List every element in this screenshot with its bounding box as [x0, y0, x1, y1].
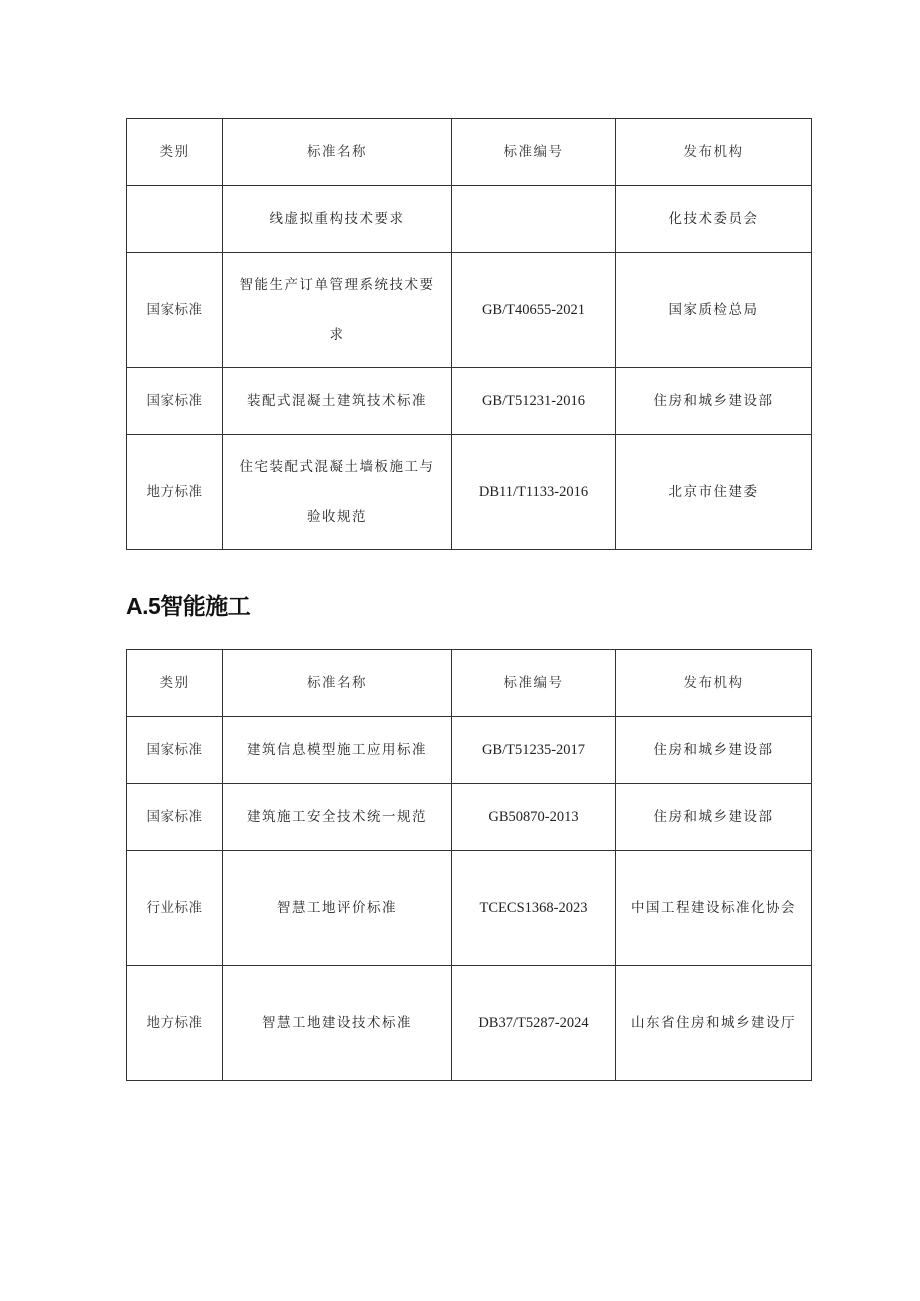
cell-category: 行业标准 [127, 851, 223, 966]
table-row [127, 435, 812, 550]
header-category: 类别 [127, 119, 223, 186]
cell-code: GB/T51231-2016 [452, 368, 616, 435]
header-name: 标准名称 [223, 119, 452, 186]
cell-name: 住宅装配式混凝土墙板施工与验收规范 [223, 435, 452, 550]
cell-code: GB/T51235-2017 [452, 717, 616, 784]
cell-name: 智慧工地评价标准 [223, 851, 452, 966]
table-row [127, 253, 812, 368]
table-row [127, 186, 812, 253]
table-row [127, 717, 812, 784]
table-header-row [127, 119, 812, 186]
header-name: 标准名称 [223, 650, 452, 717]
cell-org: 住房和城乡建设部 [616, 368, 812, 435]
cell-category: 国家标准 [127, 784, 223, 851]
cell-category: 地方标准 [127, 435, 223, 550]
header-org: 发布机构 [616, 650, 812, 717]
cell-name: 建筑施工安全技术统一规范 [223, 784, 452, 851]
cell-org: 中国工程建设标准化协会 [616, 851, 812, 966]
cell-code [452, 186, 616, 253]
cell-category: 国家标准 [127, 717, 223, 784]
cell-name: 智慧工地建设技术标准 [223, 966, 452, 1081]
header-org: 发布机构 [616, 119, 812, 186]
cell-code: DB37/T5287-2024 [452, 966, 616, 1081]
cell-org: 山东省住房和城乡建设厅 [616, 966, 812, 1081]
cell-org: 住房和城乡建设部 [616, 717, 812, 784]
table-row [127, 784, 812, 851]
cell-org: 国家质检总局 [616, 253, 812, 368]
standards-table-1 [126, 118, 812, 550]
section-title: A.5智能施工 [126, 593, 251, 619]
cell-code: TCECS1368-2023 [452, 851, 616, 966]
cell-name: 线虚拟重构技术要求 [223, 186, 452, 253]
header-category: 类别 [127, 650, 223, 717]
cell-org: 化技术委员会 [616, 186, 812, 253]
header-code: 标准编号 [452, 119, 616, 186]
table-row [127, 368, 812, 435]
cell-code: DB11/T1133-2016 [452, 435, 616, 550]
cell-code: GB50870-2013 [452, 784, 616, 851]
cell-category: 国家标准 [127, 368, 223, 435]
cell-name: 建筑信息模型施工应用标准 [223, 717, 452, 784]
cell-category: 地方标准 [127, 966, 223, 1081]
cell-name: 智能生产订单管理系统技术要求 [223, 253, 452, 368]
cell-code: GB/T40655-2021 [452, 253, 616, 368]
cell-org: 住房和城乡建设部 [616, 784, 812, 851]
header-code: 标准编号 [452, 650, 616, 717]
table-row [127, 851, 812, 966]
cell-org: 北京市住建委 [616, 435, 812, 550]
cell-category [127, 186, 223, 253]
standards-table-2 [126, 649, 812, 1081]
table-header-row [127, 650, 812, 717]
cell-name: 装配式混凝土建筑技术标准 [223, 368, 452, 435]
table-row [127, 966, 812, 1081]
cell-category: 国家标准 [127, 253, 223, 368]
